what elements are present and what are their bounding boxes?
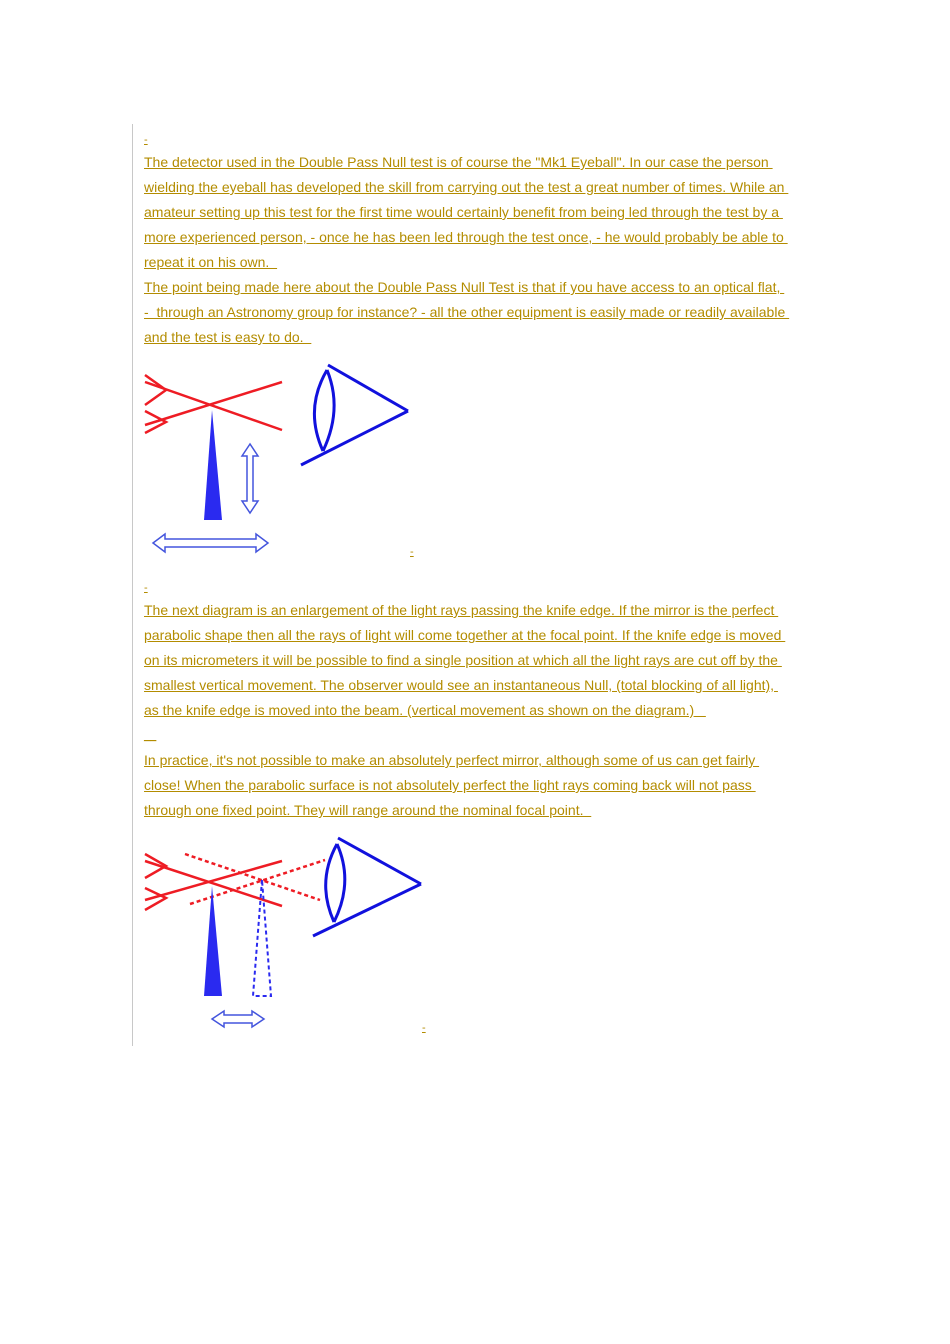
text-line[interactable]: In practice, it's not possible to make an absolutely perfect mirror, although some of us can get fairly [144,752,760,768]
text-line[interactable]: and the test is easy to do. [144,329,312,345]
text-line[interactable]: amateur setting up this test for the first time would certainly benefit from being led through the test by a [144,204,783,220]
link-marker[interactable]: - [422,1022,426,1034]
horizontal-movement-arrow-icon [153,534,268,552]
text-line[interactable]: repeat it on his own. [144,254,278,270]
knife-edge-icon [204,886,222,996]
knife-edge-diagram-perfect [140,355,430,565]
text-line[interactable]: more experienced person, - once he has been led through the test once, - he would probably be able to [144,229,788,245]
page-margin-rule [132,124,133,1046]
eye-icon [301,365,408,465]
text-line[interactable]: parabolic shape then all the rays of light will come together at the focal point. If the knife edge is moved [144,627,786,643]
text-line[interactable]: The detector used in the Double Pass Null test is of course the "Mk1 Eyeball". In our case the person [144,154,773,170]
link-marker[interactable]: - [144,134,148,146]
knife-edge-diagram-imperfect [140,818,440,1038]
horizontal-movement-arrow-icon [212,1011,264,1027]
text-line[interactable]: close! When the parabolic surface is not absolutely perfect the light rays coming back will not pass [144,777,756,793]
text-line[interactable]: on its micrometers it will be possible to find a single position at which all the light rays are cut off by the [144,652,782,668]
text-line[interactable]: The point being made here about the Double Pass Null Test is that if you have access to an optical flat, [144,279,785,295]
link-marker[interactable]: __ [144,730,157,742]
eye-icon [313,838,421,936]
link-marker[interactable]: - [144,582,148,594]
text-line[interactable]: through one fixed point. They will range around the nominal focal point. [144,802,592,818]
text-line[interactable]: wielding the eyeball has developed the skill from carrying out the test a great number of times. While an [144,179,789,195]
text-line[interactable]: The next diagram is an enlargement of the light rays passing the knife edge. If the mirror is the perfect [144,602,779,618]
text-line[interactable]: - through an Astronomy group for instance? - all the other equipment is easily made or readily available [144,304,790,320]
knife-edge-icon [204,410,222,520]
text-line[interactable]: as the knife edge is moved into the beam. (vertical movement as shown on the diagram.) [144,702,706,718]
text-line[interactable]: smallest vertical movement. The observer would see an instantaneous Null, (total blocking of all light), [144,677,778,693]
link-marker[interactable]: - [410,546,414,558]
vertical-movement-arrow-icon [242,444,258,513]
